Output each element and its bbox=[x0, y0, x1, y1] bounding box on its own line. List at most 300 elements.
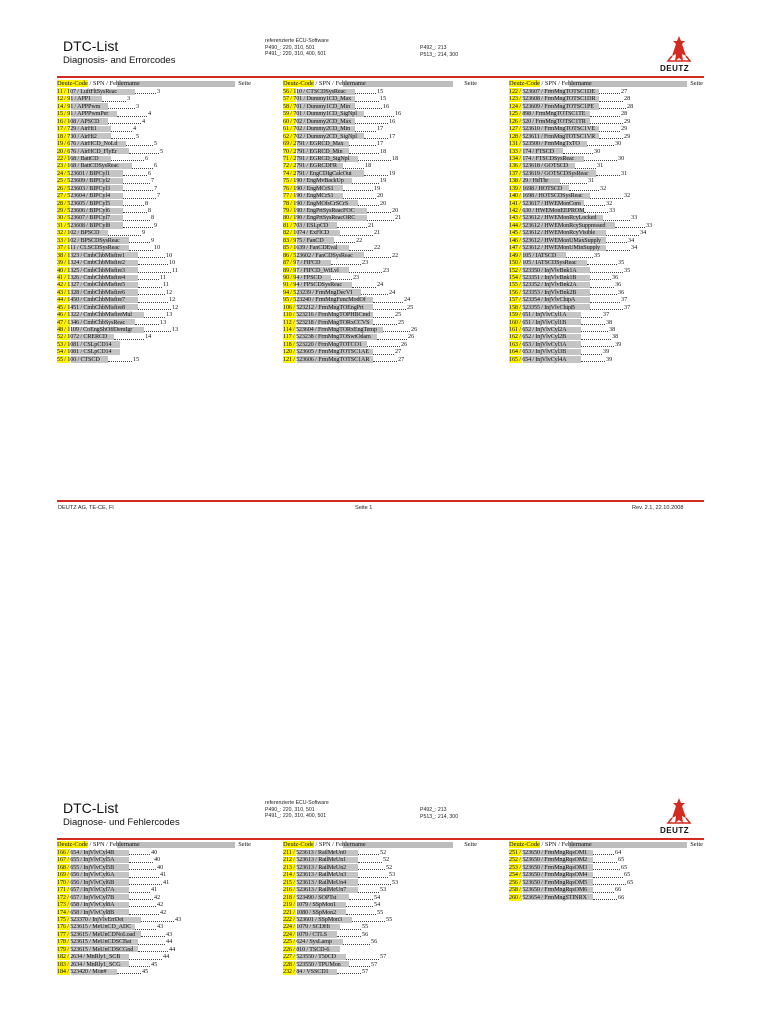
entry-label: 110 / 523216 / FrmMngTOPHBCmd bbox=[283, 311, 371, 319]
dtc-entry bbox=[57, 871, 251, 878]
entry-page-number: 45 bbox=[142, 968, 149, 975]
entry-label: 256 / 523650 / FrmMngRqsOM5 bbox=[509, 878, 588, 886]
entry-label: 221 / 1080 / SSpMon2 bbox=[283, 908, 337, 916]
leader-dots bbox=[581, 319, 605, 325]
entry-label: 33 / 102 / BPSCDSysReac bbox=[57, 236, 120, 244]
entry-page-number: 52 bbox=[383, 856, 390, 864]
entry-page-number: 25 bbox=[398, 318, 405, 326]
dtc-entry bbox=[57, 304, 251, 311]
dtc-entry bbox=[57, 961, 251, 968]
dtc-entry bbox=[57, 296, 251, 303]
entry-page-number: 56 bbox=[362, 930, 369, 938]
dtc-entry bbox=[283, 140, 477, 147]
entry-page-number: 65 bbox=[627, 878, 634, 886]
entry-page-number: 21 bbox=[374, 229, 381, 237]
entry-label: 44 / 1450 / CmbChbMisfire7 bbox=[57, 296, 125, 304]
entry-label: 118 / 523220 / FrmMngTOTCO1 bbox=[283, 340, 362, 348]
entry-label: 178 / 523615 / MeUnCDSCBat bbox=[57, 938, 132, 946]
entry-label: 214 / 523613 / RailMeUn3 bbox=[283, 871, 347, 879]
entry-page-number: 15 bbox=[377, 88, 384, 95]
leader-dots bbox=[111, 133, 135, 139]
entry-label: 47 / 1346 / CmbChbSysReac bbox=[57, 318, 126, 326]
entry-page-number: 8 bbox=[145, 199, 149, 207]
entry-page-number: 7 bbox=[151, 177, 155, 185]
leader-dots bbox=[358, 849, 379, 855]
leader-dots bbox=[603, 214, 630, 220]
entry-page-number: 42 bbox=[157, 901, 164, 909]
leader-dots bbox=[337, 968, 361, 974]
dtc-list bbox=[509, 849, 703, 901]
leader-dots bbox=[373, 311, 394, 317]
leader-dots bbox=[129, 856, 153, 862]
dtc-entry bbox=[509, 185, 703, 192]
leader-dots bbox=[364, 252, 391, 258]
entry-page-number: 41 bbox=[160, 871, 167, 879]
entry-page-number: 22 bbox=[374, 244, 381, 252]
leader-dots bbox=[593, 879, 626, 885]
entry-label: 26 / 523603 / BIPCyl3 bbox=[57, 184, 110, 192]
leader-dots bbox=[108, 118, 141, 124]
leader-dots bbox=[373, 319, 397, 325]
entry-page-number: 25 bbox=[395, 311, 402, 319]
leader-dots bbox=[349, 140, 376, 146]
entry-label: 157 / 523354 / InjVlvChipA bbox=[509, 296, 576, 304]
entry-label: 224 / 1079 / SCDHi bbox=[283, 923, 330, 931]
entry-page-number: 40 bbox=[151, 849, 158, 856]
entry-page-number: 43 bbox=[157, 923, 164, 931]
leader-dots bbox=[337, 222, 367, 228]
dtc-entry bbox=[57, 244, 251, 251]
dtc-entry bbox=[283, 909, 477, 916]
entry-page-number: 5 bbox=[136, 132, 140, 140]
leader-dots bbox=[352, 916, 385, 922]
leader-dots bbox=[331, 274, 352, 280]
entry-label: 27 / 523604 / BIPCyl4 bbox=[57, 192, 110, 200]
entry-label: 61 / 702 / Dummy2CD_Min bbox=[283, 125, 351, 133]
leader-dots bbox=[367, 341, 400, 347]
entry-label: 62 / 702 / Dummy2CD_SigNpl bbox=[283, 132, 357, 140]
dtc-entry bbox=[509, 886, 703, 893]
leader-dots bbox=[563, 148, 593, 154]
leader-dots bbox=[581, 341, 614, 347]
entry-label: 211 / 523613 / RailMeUn0 bbox=[283, 849, 346, 856]
entry-page-number: 56 bbox=[371, 938, 378, 946]
dtc-entry bbox=[283, 311, 477, 318]
entry-page-number: 34 bbox=[631, 244, 638, 252]
leader-dots bbox=[590, 274, 611, 280]
entry-label: 218 / 523490 / SOPTst bbox=[283, 893, 337, 901]
entry-label: 76 / 190 / EngMCrS1 bbox=[283, 184, 334, 192]
dtc-entry bbox=[509, 133, 703, 140]
leader-dots bbox=[606, 237, 627, 243]
header-divider bbox=[57, 76, 704, 78]
entry-page-number: 27 bbox=[395, 348, 402, 356]
dtc-entry bbox=[509, 304, 703, 311]
entry-page-number: 65 bbox=[624, 871, 631, 879]
dtc-entry bbox=[57, 886, 251, 893]
entry-page-number: 13 bbox=[166, 311, 173, 319]
entry-page-number: 65 bbox=[618, 856, 625, 864]
entry-page-number: 41 bbox=[151, 886, 158, 894]
dtc-entry bbox=[283, 110, 477, 117]
entry-page-number: 19 bbox=[380, 177, 387, 185]
leader-dots bbox=[129, 849, 150, 855]
footer-divider bbox=[57, 500, 704, 502]
entry-page-number: 4 bbox=[142, 117, 146, 125]
entry-label: 18 / 730 / AirHt2 bbox=[57, 132, 97, 140]
dtc-entry bbox=[283, 214, 477, 221]
entry-label: 57 / 701 / Dummy1CD_Max bbox=[283, 95, 352, 103]
leader-dots bbox=[358, 886, 379, 892]
dtc-entry bbox=[57, 923, 251, 930]
leader-dots bbox=[349, 894, 373, 900]
entry-page-number: 18 bbox=[365, 162, 372, 170]
entry-label: 136 / 523618 / GOTSCD bbox=[509, 162, 569, 170]
leader-dots bbox=[144, 311, 165, 317]
entry-page-number: 16 bbox=[395, 110, 402, 118]
dtc-entry bbox=[57, 319, 251, 326]
entry-page-number: 11 bbox=[160, 273, 166, 281]
dtc-entry bbox=[509, 125, 703, 132]
entry-page-number: 9 bbox=[142, 229, 146, 237]
leader-dots bbox=[343, 192, 376, 198]
entry-label: 165 / 654 / InjVlvCyl4A bbox=[509, 355, 567, 363]
leader-dots bbox=[123, 170, 147, 176]
leader-dots bbox=[581, 311, 602, 317]
entry-label: 40 / 1325 / CmbChbMisfire3 bbox=[57, 266, 125, 274]
dtc-entry bbox=[509, 140, 703, 147]
entry-label: 228 / 523550 / TPUMon bbox=[283, 960, 341, 968]
entry-label: 79 / 190 / EngPrtSysReacFOC bbox=[283, 207, 355, 214]
software-line: P513_: 214, 300 bbox=[420, 813, 459, 820]
entry-label: 173 / 658 / InjVlvCyl8A bbox=[57, 901, 115, 909]
entry-label: 82 / 1074 / ExFlCD bbox=[283, 229, 330, 237]
leader-dots bbox=[358, 871, 388, 877]
entry-label: 32 / 102 / BPSCD bbox=[57, 229, 100, 237]
entry-page-number: 15 bbox=[133, 355, 140, 363]
dtc-entry bbox=[57, 214, 251, 221]
document-title: DTC-List bbox=[63, 800, 119, 816]
dtc-entry bbox=[283, 953, 477, 960]
leader-dots bbox=[593, 849, 614, 855]
entry-page-number: 32 bbox=[624, 192, 631, 200]
leader-dots bbox=[343, 938, 370, 944]
entry-page-number: 38 bbox=[606, 318, 613, 326]
leader-dots bbox=[108, 103, 135, 109]
entry-page-number: 9 bbox=[154, 221, 158, 229]
leader-dots bbox=[593, 871, 623, 877]
entry-label: 106 / 523212 / FrmMngTOEngPrt bbox=[283, 303, 364, 311]
leader-dots bbox=[358, 864, 385, 870]
entry-page-number: 31 bbox=[621, 169, 628, 177]
leader-dots bbox=[373, 348, 394, 354]
entry-page-number: 6 bbox=[148, 169, 152, 177]
entry-page-number: 36 bbox=[618, 288, 625, 296]
entry-label: 162 / 652 / InjVlvCyl2B bbox=[509, 333, 567, 341]
dtc-entry bbox=[509, 229, 703, 236]
entry-page-number: 21 bbox=[395, 214, 402, 222]
entry-label: 160 / 651 / InjVlvCyl1B bbox=[509, 318, 567, 326]
entry-label: 176 / 523615 / MeUnCD_ADC bbox=[57, 923, 132, 931]
entry-label: 53 / 1081 / CSLpCD14 bbox=[57, 340, 112, 348]
header-page-label: Seite bbox=[238, 841, 251, 848]
entry-page-number: 26 bbox=[411, 326, 418, 333]
entry-label: 171 / 657 / InjVlvCyl7A bbox=[57, 886, 115, 894]
entry-page-number: 44 bbox=[166, 938, 173, 946]
dtc-entry bbox=[283, 923, 477, 930]
entry-label: 77 / 190 / EngMCrS1 bbox=[283, 192, 334, 200]
document-subtitle: Diagnosis- and Errorcodes bbox=[63, 55, 176, 66]
dtc-entry bbox=[283, 871, 477, 878]
entry-label: 60 / 702 / Dummy2CD_Max bbox=[283, 117, 352, 125]
entry-label: 138 / 29 / HdThr bbox=[509, 177, 549, 185]
entry-page-number: 4 bbox=[148, 110, 152, 118]
leader-dots bbox=[367, 207, 391, 213]
dtc-entry bbox=[57, 162, 251, 169]
leader-dots bbox=[599, 125, 620, 131]
leader-dots bbox=[358, 155, 391, 161]
dtc-entry bbox=[509, 252, 703, 259]
entry-page-number: 34 bbox=[628, 236, 635, 244]
entry-label: 94 / 523239 / FrmMngDecVI bbox=[283, 288, 353, 296]
leader-dots bbox=[587, 259, 617, 265]
dtc-entry bbox=[509, 244, 703, 251]
entry-label: 11 / 107 / LuftFltSysReac bbox=[57, 88, 117, 95]
header-code-label: Deutz-Code bbox=[57, 841, 88, 848]
dtc-entry bbox=[509, 200, 703, 207]
entry-label: 158 / 523355 / InjVlvChipB bbox=[509, 303, 575, 311]
dtc-entry bbox=[57, 148, 251, 155]
entry-label: 114 / 523604 / FrmMngTORxEngTemp bbox=[283, 326, 377, 333]
header-page-label: Seite bbox=[690, 841, 703, 848]
entry-page-number: 24 bbox=[404, 296, 411, 304]
entry-label: 251 / 523650 / FrmMngRqsOM1 bbox=[509, 849, 588, 856]
leader-dots bbox=[355, 103, 382, 109]
leader-dots bbox=[135, 319, 159, 325]
dtc-entry bbox=[509, 871, 703, 878]
dtc-entry bbox=[509, 95, 703, 102]
entry-label: 22 / 168 / BattCD bbox=[57, 154, 99, 162]
entry-page-number: 64 bbox=[615, 849, 622, 856]
leader-dots bbox=[108, 356, 132, 362]
leader-dots bbox=[135, 88, 156, 94]
footer-left: DEUTZ AG, TE-CE, FI bbox=[58, 505, 114, 511]
entry-page-number: 65 bbox=[621, 863, 628, 871]
leader-dots bbox=[590, 281, 614, 287]
dtc-entry bbox=[283, 177, 477, 184]
header-code-label: Deutz-Code bbox=[283, 80, 314, 87]
entry-label: 80 / 190 / EngPrtSysReacORC bbox=[283, 214, 356, 222]
leader-dots bbox=[343, 185, 373, 191]
entry-label: 112 / 523218 / FrmMngTORxCCVS bbox=[283, 318, 370, 326]
leader-dots bbox=[590, 110, 620, 116]
entry-page-number: 19 bbox=[374, 184, 381, 192]
software-line: P490_: 220, 310, 501 bbox=[265, 44, 315, 51]
column-header bbox=[509, 80, 703, 88]
leader-dots bbox=[349, 961, 370, 967]
leader-dots bbox=[138, 259, 168, 265]
entry-label: 179 / 523615 / MeUnCDSCGnd bbox=[57, 945, 134, 953]
entry-page-number: 24 bbox=[377, 281, 384, 289]
software-reference-title: referenzierte ECU-Software bbox=[265, 800, 329, 806]
entry-page-number: 20 bbox=[392, 207, 399, 214]
leader-dots bbox=[340, 229, 373, 235]
entry-label: 155 / 523352 / InjVlvBnk2A bbox=[509, 281, 577, 289]
dtc-entry bbox=[283, 296, 477, 303]
entry-label: 142 / 630 / HWEMonEEPROM bbox=[509, 207, 585, 214]
entry-label: 48 / 1109 / CoEngShOffDemIgr bbox=[57, 326, 133, 333]
dtc-entry bbox=[509, 311, 703, 318]
dtc-entry bbox=[283, 856, 477, 863]
entry-page-number: 10 bbox=[154, 244, 161, 252]
logo-text: DEUTZ bbox=[660, 64, 690, 73]
leader-dots bbox=[346, 901, 373, 907]
entry-page-number: 30 bbox=[594, 147, 601, 155]
entry-page-number: 8 bbox=[148, 207, 152, 214]
header-page-label: Seite bbox=[238, 80, 251, 87]
entry-page-number: 32 bbox=[606, 199, 613, 207]
software-line: P492_: 213 bbox=[420, 45, 447, 51]
entry-page-number: 36 bbox=[615, 281, 622, 289]
entry-label: 170 / 656 / InjVlvCyl6B bbox=[57, 878, 115, 886]
column-1 bbox=[57, 841, 251, 975]
leader-dots bbox=[364, 133, 388, 139]
leader-dots bbox=[129, 909, 159, 915]
leader-dots bbox=[590, 296, 620, 302]
entry-label: 24 / 523601 / BIPCyl1 bbox=[57, 169, 110, 177]
leader-dots bbox=[560, 177, 587, 183]
header-label: / SPN / Fehlername bbox=[87, 841, 140, 848]
entry-label: 30 / 523607 / BIPCyl7 bbox=[57, 214, 110, 222]
leader-dots bbox=[129, 864, 156, 870]
leader-dots bbox=[334, 237, 355, 243]
leader-dots bbox=[355, 88, 376, 94]
leader-dots bbox=[144, 326, 171, 332]
header-label: / SPN / Fehlername bbox=[539, 80, 592, 87]
entry-label: 38 / 1323 / CmbChbMisfire1 bbox=[57, 251, 125, 259]
leader-dots bbox=[566, 252, 593, 258]
entry-label: 120 / 523605 / FrmMngTOTSC1AE bbox=[283, 348, 369, 356]
entry-page-number: 12 bbox=[172, 303, 179, 311]
leader-dots bbox=[129, 244, 153, 250]
dtc-entry bbox=[57, 909, 251, 916]
leader-dots bbox=[599, 133, 623, 139]
entry-label: 164 / 653 / InjVlvCyl3B bbox=[509, 348, 567, 356]
dtc-entry bbox=[509, 319, 703, 326]
software-reference-b bbox=[420, 45, 458, 58]
leader-dots bbox=[129, 871, 159, 877]
entry-label: 167 / 655 / InjVlvCyl5A bbox=[57, 856, 115, 864]
entry-page-number: 24 bbox=[389, 288, 396, 296]
leader-dots bbox=[355, 118, 388, 124]
leader-dots bbox=[346, 909, 376, 915]
entry-label: 74 / 2791 / EngCDIgCalcOut bbox=[283, 169, 352, 177]
entry-label: 183 / 2634 / MnRly1_SCG bbox=[57, 960, 121, 968]
entry-page-number: 33 bbox=[646, 221, 653, 229]
entry-page-number: 57 bbox=[371, 960, 378, 968]
entry-label: 225 / 624 / SysLamp bbox=[283, 938, 332, 946]
leader-dots bbox=[367, 214, 394, 220]
entry-label: 163 / 653 / InjVlvCyl3A bbox=[509, 340, 567, 348]
entry-label: 90 / 94 / FPSCD bbox=[283, 273, 322, 281]
entry-label: 25 / 523609 / BIPCyl2 bbox=[57, 177, 110, 185]
entry-page-number: 23 bbox=[353, 273, 360, 281]
leader-dots bbox=[129, 894, 153, 900]
entry-page-number: 55 bbox=[377, 908, 384, 916]
leader-dots bbox=[138, 946, 168, 952]
leader-dots bbox=[615, 222, 645, 228]
entry-page-number: 29 bbox=[624, 132, 631, 140]
entry-page-number: 33 bbox=[631, 214, 638, 222]
entry-label: 212 / 523613 / RailMeUn1 bbox=[283, 856, 347, 864]
header-divider bbox=[57, 838, 704, 840]
dtc-entry bbox=[509, 177, 703, 184]
entry-label: 134 / 174 / FTSCDSysReac bbox=[509, 154, 575, 162]
dtc-entry bbox=[283, 348, 477, 355]
dtc-entry bbox=[57, 946, 251, 953]
entry-page-number: 55 bbox=[386, 915, 393, 923]
entry-label: 140 / 1698 / HOTSCDSysReac bbox=[509, 192, 583, 200]
entry-page-number: 18 bbox=[392, 154, 399, 162]
dtc-entry bbox=[509, 356, 703, 363]
entry-label: 213 / 523613 / RailMeUn2 bbox=[283, 863, 347, 871]
leader-dots bbox=[111, 125, 132, 131]
leader-dots bbox=[111, 155, 144, 161]
software-line: P491_: 220, 310, 400, 501 bbox=[265, 51, 327, 58]
entry-page-number: 40 bbox=[157, 863, 164, 871]
entry-page-number: 17 bbox=[377, 125, 384, 133]
entry-page-number: 36 bbox=[612, 273, 619, 281]
entry-page-number: 5 bbox=[154, 140, 158, 148]
entry-page-number: 13 bbox=[172, 326, 179, 333]
leader-dots bbox=[138, 938, 165, 944]
entry-page-number: 57 bbox=[362, 968, 369, 975]
leader-dots bbox=[355, 125, 376, 131]
entry-page-number: 3 bbox=[157, 88, 161, 95]
entry-label: 174 / 658 / InjVlvCyl8B bbox=[57, 908, 115, 916]
entry-label: 43 / 1328 / CmbChbMisfire6 bbox=[57, 288, 125, 296]
leader-dots bbox=[108, 229, 141, 235]
header-page-label: Seite bbox=[464, 841, 477, 848]
entry-page-number: 43 bbox=[166, 930, 173, 938]
entry-page-number: 33 bbox=[609, 207, 616, 214]
entry-page-number: 52 bbox=[386, 863, 393, 871]
page-2 bbox=[0, 790, 768, 1024]
dtc-entry bbox=[509, 281, 703, 288]
entry-label: 19 / 676 / AirHCD_NoLd bbox=[57, 140, 118, 148]
entry-label: 54 / 1081 / CSLpCD14 bbox=[57, 348, 112, 356]
leader-dots bbox=[352, 281, 376, 287]
entry-page-number: 57 bbox=[380, 953, 387, 961]
dtc-entry bbox=[57, 856, 251, 863]
dtc-entry bbox=[509, 267, 703, 274]
leader-dots bbox=[361, 289, 388, 295]
entry-page-number: 22 bbox=[392, 251, 399, 259]
entry-label: 125 / 898 / FrmMngTOTSC1TE bbox=[509, 110, 586, 118]
dtc-entry bbox=[509, 148, 703, 155]
leader-dots bbox=[364, 110, 394, 116]
entry-label: 156 / 523353 / InjVlvBnk2B bbox=[509, 288, 577, 296]
header-label: / SPN / Fehlername bbox=[87, 80, 140, 87]
leader-dots bbox=[593, 856, 617, 862]
entry-label: 133 / 174 / FTSCD bbox=[509, 147, 554, 155]
entry-page-number: 18 bbox=[380, 147, 387, 155]
entry-label: 31 / 523608 / BIPCyl8 bbox=[57, 221, 110, 229]
entry-page-number: 28 bbox=[621, 110, 628, 118]
entry-label: 59 / 701 / Dummy1CD_SigNpl bbox=[283, 110, 357, 118]
entry-label: 226 / 810 / TSCD-6 bbox=[283, 945, 330, 953]
dtc-list bbox=[57, 849, 251, 975]
